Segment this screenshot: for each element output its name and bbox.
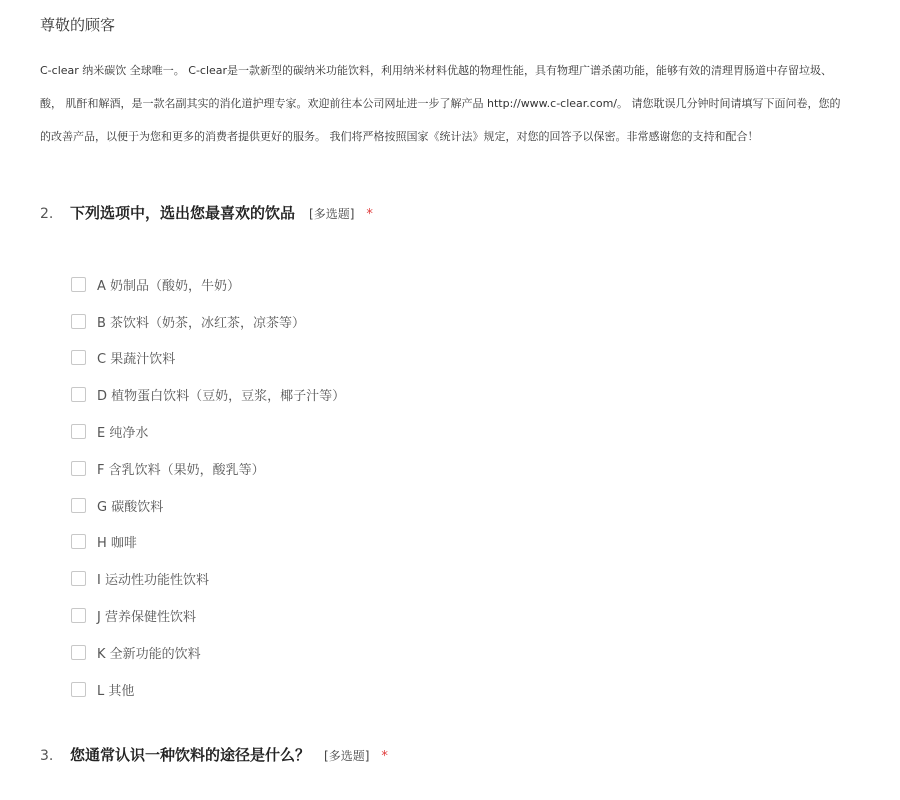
option-row[interactable] [71,487,345,524]
checkbox[interactable] [71,387,86,402]
option-row[interactable] [71,634,345,671]
question-number: 3. [40,748,54,764]
question-3-header [40,744,388,765]
intro-line: C-clear 纳米碳饮 全球唯一。 C-clear是一款新型的碳纳米功能饮料，利用纳米材料优越的物理性能，具有物理广谱杀菌功能，能够有效的清理胃肠道中存留垃圾、 [40,64,833,77]
option-row[interactable] [71,524,345,561]
question-number: 2. [40,206,54,222]
checkbox[interactable] [71,534,86,549]
checkbox[interactable] [71,277,86,292]
question-2-options [71,266,345,708]
option-row[interactable] [71,340,345,377]
option-label: I 运动性功能性饮料 [97,573,209,589]
option-label: D 植物蛋白饮料（豆奶，豆浆，椰子汁等） [97,389,346,405]
option-label: L 其他 [97,683,135,699]
question-title: 您通常认识一种饮料的途径是什么？ [70,746,311,764]
option-row[interactable] [71,450,345,487]
option-row[interactable] [71,597,345,634]
option-label: C 果蔬汁饮料 [97,352,176,368]
question-2-header [40,202,373,223]
option-label: A 奶制品（酸奶，牛奶） [97,278,241,294]
required-marker: * [366,207,373,222]
option-row[interactable] [71,376,345,413]
option-label: K 全新功能的饮料 [97,646,201,662]
checkbox[interactable] [71,682,86,697]
checkbox[interactable] [71,350,86,365]
option-row[interactable] [71,413,345,450]
option-label: E 纯净水 [97,426,149,442]
option-label: H 咖啡 [97,536,137,552]
question-type-badge: [多选题] [324,749,370,763]
intro-line: 酸， 肌酐和解酒，是一款名副其实的消化道护理专家。欢迎前往本公司网址进一步了解产品 http://www.c-clear.com/。 请您耽误几分钟时间请填写下面问卷，您的 [40,97,841,110]
intro-line: 的改善产品，以便于为您和更多的消费者提供更好的服务。 我们将严格按照国家《统计法》规定，对您的回答予以保密。非常感谢您的支持和配合！ [40,130,759,143]
checkbox[interactable] [71,608,86,623]
option-row[interactable] [71,266,345,303]
question-title: 下列选项中，选出您最喜欢的饮品 [70,204,296,222]
option-label: J 营养保健性饮料 [97,610,196,626]
checkbox[interactable] [71,498,86,513]
checkbox[interactable] [71,571,86,586]
option-row[interactable] [71,671,345,708]
option-label: F 含乳饮料（果奶，酸乳等） [97,462,265,478]
required-marker: * [381,749,388,764]
option-row[interactable] [71,560,345,597]
question-type-badge: [多选题] [309,207,355,221]
checkbox[interactable] [71,424,86,439]
checkbox[interactable] [71,645,86,660]
option-label: G 碳酸饮料 [97,499,164,515]
option-row[interactable] [71,303,345,340]
greeting-title: 尊敬的顾客 [40,16,116,34]
checkbox[interactable] [71,461,86,476]
checkbox[interactable] [71,314,86,329]
option-label: B 茶饮料（奶茶，冰红茶，凉茶等） [97,315,306,331]
survey-intro [40,54,900,153]
